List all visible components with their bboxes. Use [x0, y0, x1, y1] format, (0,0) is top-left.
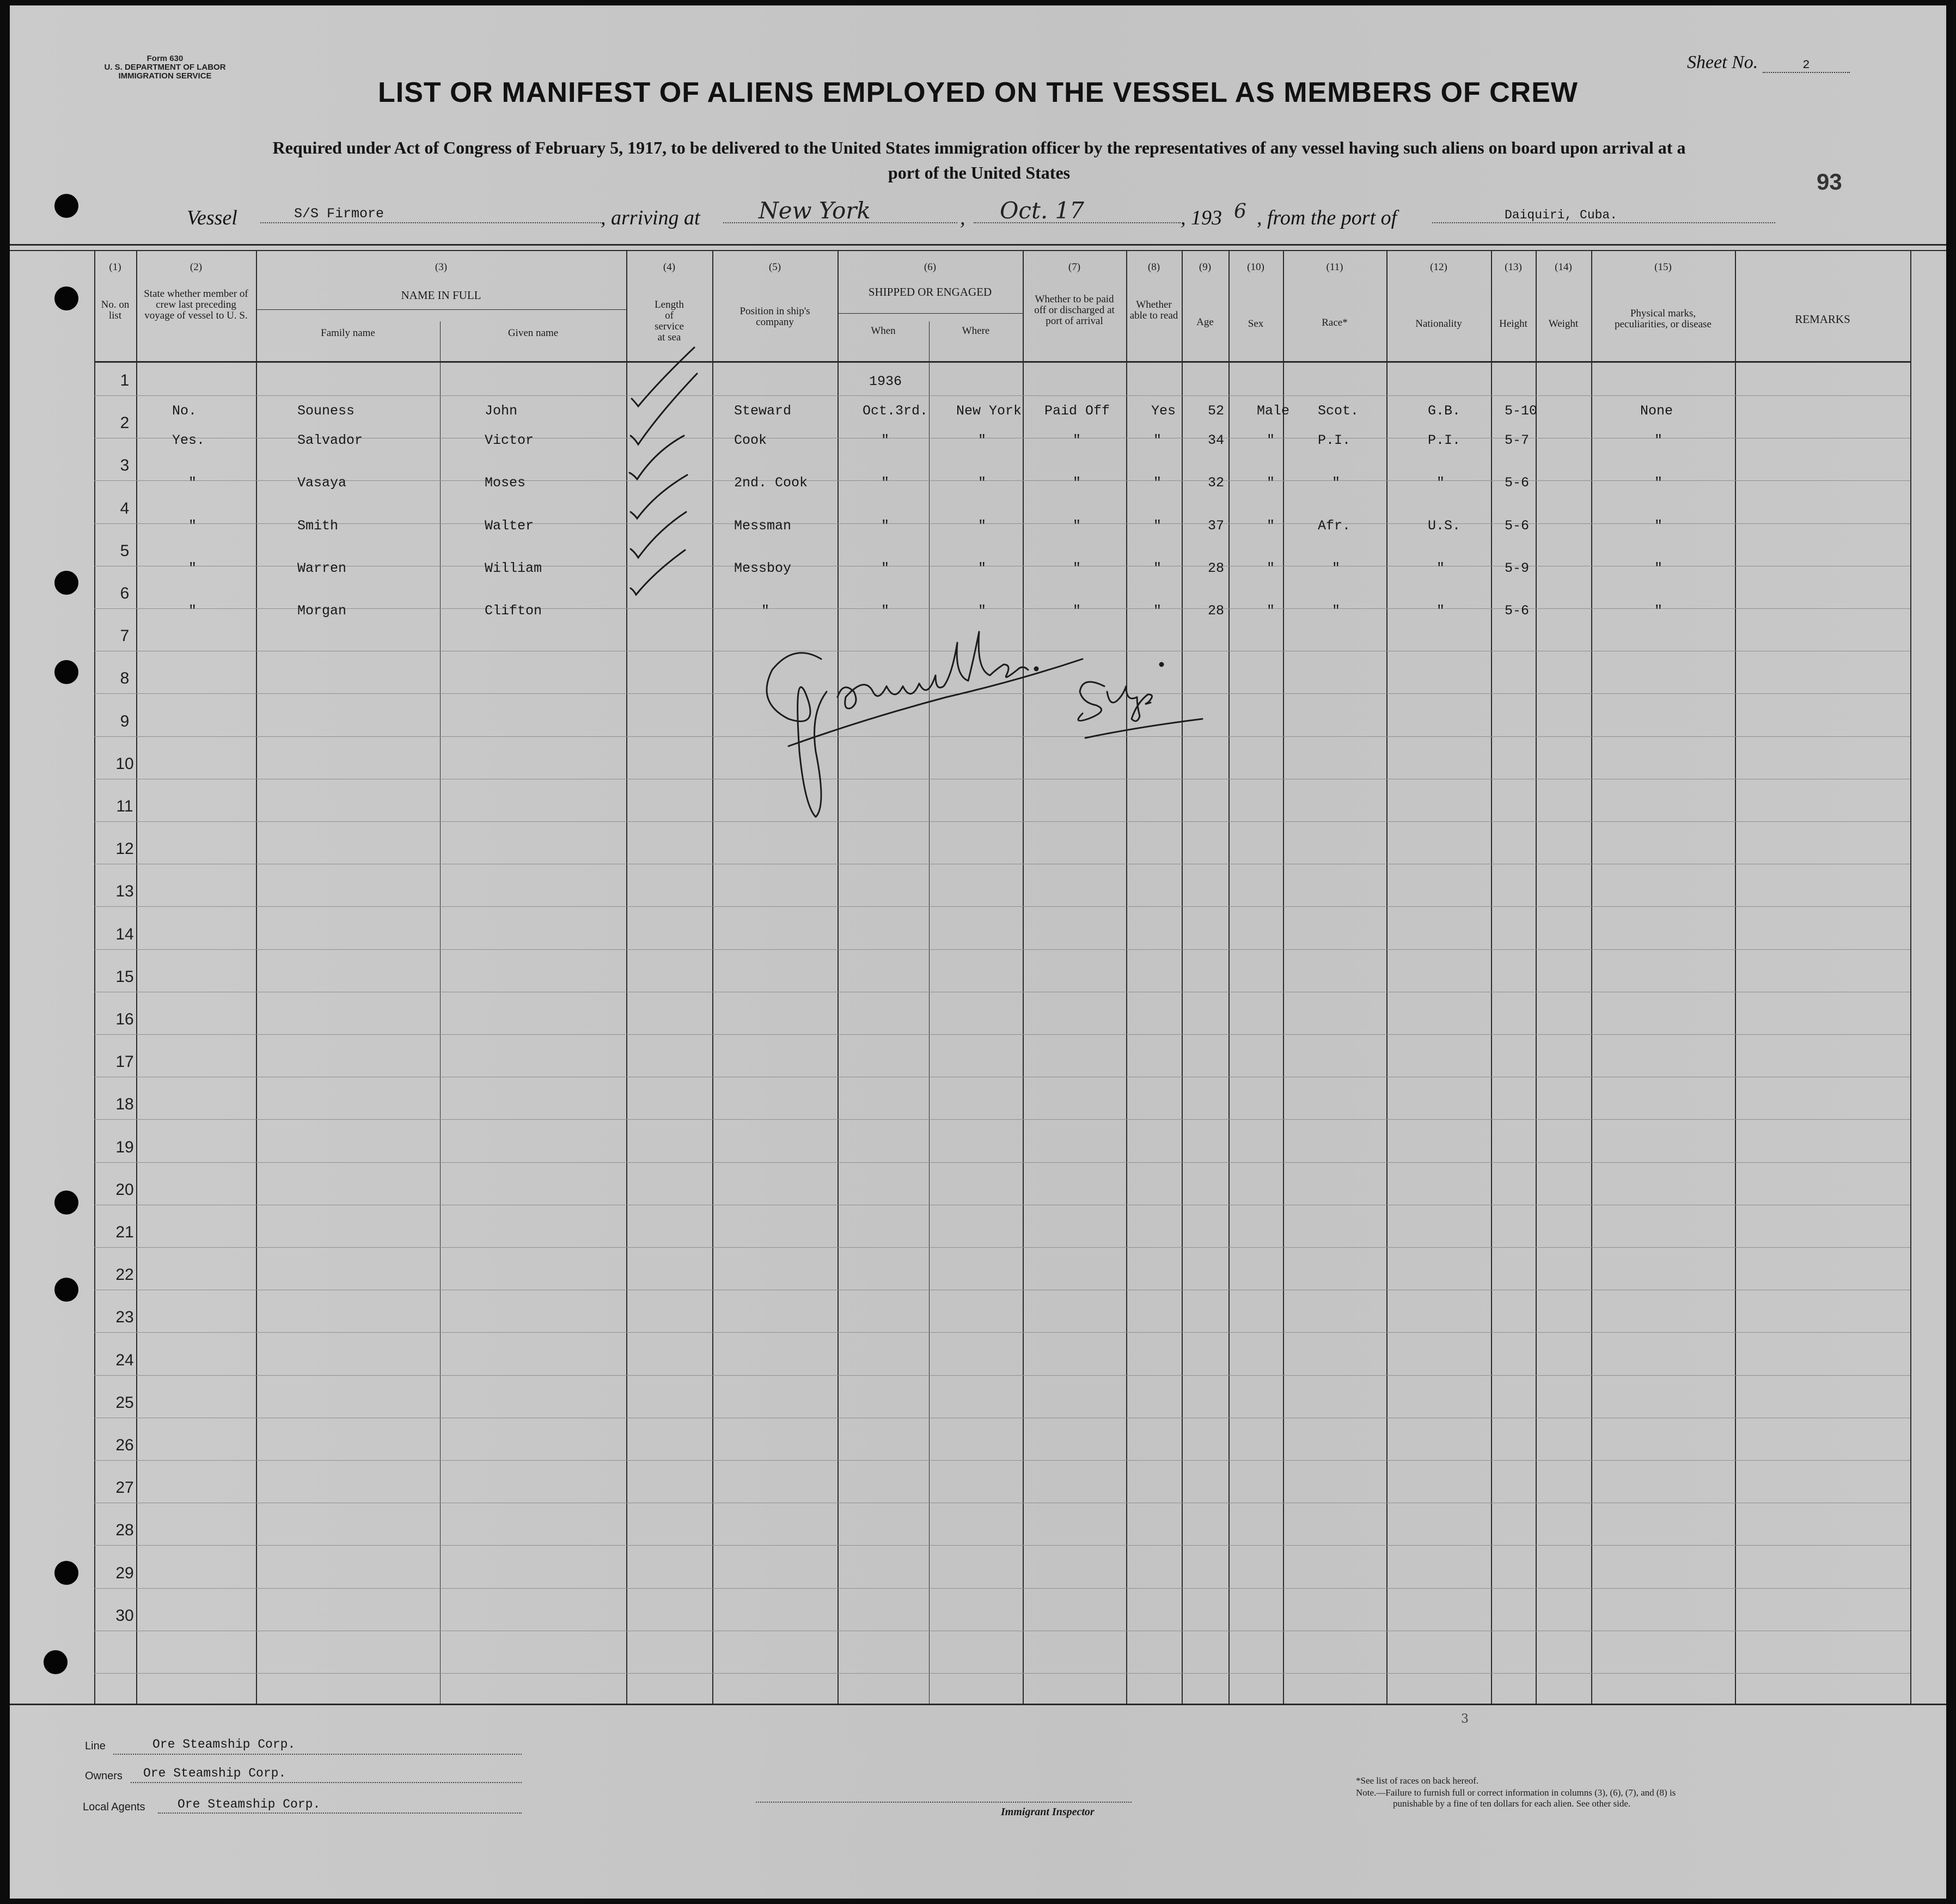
cell-read: " [1153, 560, 1162, 576]
cell-nationality: U.S. [1428, 518, 1461, 534]
row-number: 8 [120, 669, 130, 687]
row-number: 15 [115, 968, 134, 986]
row-number: 30 [115, 1607, 134, 1625]
cell-marks: " [1654, 475, 1663, 491]
cell-paid-off: " [1073, 475, 1081, 491]
row-number: 28 [115, 1521, 134, 1539]
cell-family: Warren [297, 560, 347, 576]
cell-marks: " [1654, 518, 1663, 534]
agents-value: Ore Steamship Corp. [178, 1797, 321, 1811]
from-port-label: , from the port of [1257, 206, 1397, 229]
sheet-label: Sheet No. [1687, 52, 1758, 72]
page-stamp-number: 93 [1817, 169, 1842, 194]
col-line [94, 250, 95, 1704]
col-14-number: (14) [1555, 261, 1572, 273]
cell-height: 5-9 [1505, 560, 1530, 576]
page-subtitle [75, 135, 1883, 185]
sheet-number [1687, 52, 1850, 73]
cell-where: " [978, 432, 987, 448]
col-12-label: Nationality [1415, 318, 1462, 329]
col-14-label: Weight [1548, 318, 1579, 329]
col-13-number: (13) [1505, 261, 1522, 273]
row-number: 16 [115, 1010, 134, 1028]
inspector-fill [756, 1802, 1132, 1803]
sheet-value: 2 [1763, 58, 1850, 73]
cell-prior: " [188, 475, 197, 491]
cell-race: Scot. [1318, 403, 1359, 419]
arriving-label: , arriving at [601, 206, 700, 229]
col-line [1228, 250, 1230, 1704]
col-2-number: (2) [190, 261, 203, 273]
checkmark-icon [631, 512, 686, 558]
row-number: 17 [115, 1053, 134, 1071]
row-number: 1 [120, 371, 130, 389]
col-10-label: Sex [1248, 318, 1264, 329]
row-number: 22 [115, 1266, 134, 1284]
signature-john-wallace [756, 610, 1219, 839]
agents-label: Local Agents [83, 1801, 145, 1813]
year-prefix: , 193 [1181, 206, 1222, 229]
col-line [1126, 250, 1127, 1704]
cell-prior: " [188, 603, 197, 619]
binder-hole [54, 194, 78, 218]
cell-when: " [881, 475, 890, 491]
cell-age: 34 [1208, 432, 1225, 448]
col-4-label: Length of service at sea [655, 299, 684, 343]
line-label: Line [85, 1740, 106, 1752]
row-number: 29 [115, 1564, 134, 1582]
cell-position: 2nd. Cook [734, 475, 808, 491]
col-3-given-label: Given name [508, 327, 559, 339]
margin-pencil-mark: 3 [1461, 1712, 1469, 1726]
row-rule [94, 608, 1910, 609]
cell-nationality: P.I. [1428, 432, 1461, 448]
cell-where: " [978, 603, 987, 619]
vessel-name: S/S Firmore [294, 206, 384, 222]
cell-race: " [1332, 475, 1341, 491]
cell-height: 5-6 [1505, 475, 1530, 491]
col-15-number: (15) [1654, 261, 1672, 273]
row-rule [94, 949, 1910, 950]
row-number: 23 [115, 1308, 134, 1326]
cell-given: John [485, 403, 518, 419]
fine-note-line-1: Note.—Failure to furnish full or correct information in columns (3), (6), (7), and (8) is [1356, 1787, 1676, 1798]
cell-prior: Yes. [172, 432, 205, 448]
cell-position: Steward [734, 403, 792, 419]
col-line [1735, 250, 1736, 1704]
manifest-page [10, 5, 1946, 1899]
from-port: Daiquiri, Cuba. [1505, 208, 1618, 222]
row-rule [94, 1247, 1910, 1248]
cell-family: Souness [297, 403, 355, 419]
cell-race: " [1332, 560, 1341, 576]
cell-race: " [1332, 603, 1341, 619]
col-6-where-label: Where [962, 325, 990, 337]
col-2-label: State whether member of crew last preceding voyage of vessel to U. S. [144, 288, 248, 321]
row-number: 12 [115, 840, 134, 858]
table-bottom-border [10, 1704, 1946, 1705]
cell-read: " [1153, 475, 1162, 491]
cell-height: 5-6 [1505, 603, 1530, 619]
col-11-number: (11) [1326, 261, 1343, 273]
cell-position: Messman [734, 518, 792, 534]
cell-given: Moses [485, 475, 526, 491]
cell-nationality: " [1437, 560, 1445, 576]
row-number: 5 [120, 542, 130, 560]
shipped-subheader-rule [838, 313, 1023, 314]
row-number: 10 [115, 755, 134, 773]
cell-sex: " [1267, 432, 1275, 448]
cell-marks: " [1654, 560, 1663, 576]
col-line [440, 321, 441, 1704]
row-number: 18 [115, 1095, 134, 1113]
cell-given: William [485, 560, 542, 576]
col-5-label: Position in ship's company [739, 306, 810, 328]
cell-nationality: G.B. [1428, 403, 1461, 419]
col-line [929, 321, 930, 1704]
col-line [1491, 250, 1492, 1704]
cell-family: Smith [297, 518, 339, 534]
col-line [1182, 250, 1183, 1704]
arriving-port: New York [759, 197, 871, 224]
row-number: 3 [120, 456, 130, 474]
col-1-number: (1) [109, 261, 121, 273]
owners-fill [131, 1782, 522, 1783]
table-top-border [10, 244, 1946, 246]
cell-paid-off: Paid Off [1044, 403, 1110, 419]
cell-nationality: " [1437, 475, 1445, 491]
cell-where: " [978, 475, 987, 491]
cell-read: " [1153, 518, 1162, 534]
col-7-label: Whether to be paid off or discharged at port of arrival [1034, 294, 1115, 327]
row-number: 2 [120, 414, 130, 432]
checkmark-icon [631, 374, 697, 444]
col-line [1591, 250, 1592, 1704]
row-rule [94, 906, 1910, 907]
col-line [1386, 250, 1387, 1704]
cell-nationality: " [1437, 603, 1445, 619]
row-number: 21 [115, 1223, 134, 1241]
col-11-label: Race* [1322, 317, 1348, 328]
col-12-number: (12) [1430, 261, 1447, 273]
row-rule [94, 1588, 1910, 1589]
cell-prior: " [188, 560, 197, 576]
row-rule [94, 1545, 1910, 1546]
row-number: 11 [116, 797, 133, 815]
col-line [1910, 250, 1911, 1704]
col-6-when-label: When [871, 325, 896, 337]
col-8-label: Whether able to read [1129, 299, 1178, 321]
row-rule [94, 1162, 1910, 1163]
year-suffix: 6 [1234, 200, 1246, 223]
owners-value: Ore Steamship Corp. [143, 1766, 286, 1780]
cell-position: " [761, 603, 770, 619]
cell-height: 5-10 [1505, 403, 1538, 419]
cell-when: " [881, 560, 890, 576]
row-rule [94, 1119, 1910, 1120]
cell-age: 28 [1208, 603, 1225, 619]
cell-age: 52 [1208, 403, 1225, 419]
checkmark-icon [632, 347, 694, 406]
cell-given: Clifton [485, 603, 542, 619]
form-service: IMMIGRATION SERVICE [118, 71, 212, 81]
col-line [712, 250, 713, 1704]
col-7-number: (7) [1068, 261, 1081, 273]
cell-where: " [978, 560, 987, 576]
col-3-family-label: Family name [321, 327, 375, 339]
shipped-year: 1936 [869, 374, 902, 389]
row-number: 19 [115, 1138, 134, 1156]
row-rule [94, 1375, 1910, 1376]
from-port-fill-line [1432, 222, 1775, 223]
row-number: 26 [115, 1436, 134, 1454]
cell-position: Cook [734, 432, 767, 448]
binder-hole [44, 1650, 68, 1674]
cell-paid-off: " [1073, 603, 1081, 619]
col-5-number: (5) [768, 261, 781, 273]
line-fill [113, 1754, 522, 1755]
cell-family: Salvador [297, 432, 363, 448]
cell-read: " [1153, 603, 1162, 619]
row-number: 13 [115, 882, 134, 900]
vessel-fill-line [260, 222, 603, 223]
cell-when: " [881, 432, 890, 448]
cell-where: " [978, 518, 987, 534]
cell-age: 37 [1208, 518, 1225, 534]
cell-sex: " [1267, 603, 1275, 619]
cell-paid-off: " [1073, 560, 1081, 576]
cell-marks: None [1640, 403, 1673, 419]
cell-marks: " [1654, 603, 1663, 619]
col-6-label: SHIPPED OR ENGAGED [868, 285, 992, 298]
col-4-number: (4) [663, 261, 676, 273]
cell-race: P.I. [1318, 432, 1351, 448]
row-rule [94, 395, 1910, 396]
cell-family: Morgan [297, 603, 347, 619]
subtitle-line-1: Required under Act of Congress of February 5, 1917, to be delivered to the United States immigration officer by the representatives of any vessel having such aliens on board upon arrival at a [272, 138, 1686, 157]
name-subheader-rule [256, 309, 626, 310]
col-13-label: Height [1499, 318, 1527, 329]
cell-paid-off: " [1073, 432, 1081, 448]
col-3-label: NAME IN FULL [401, 289, 481, 302]
col-line [838, 250, 839, 1704]
cell-read: Yes [1151, 403, 1176, 419]
cell-prior: No. [172, 403, 197, 419]
form-number: Form 630 [146, 54, 184, 63]
agents-fill [158, 1813, 522, 1814]
row-rule [94, 523, 1910, 524]
cell-when: " [881, 603, 890, 619]
col-8-number: (8) [1147, 261, 1160, 273]
cell-given: Victor [485, 432, 534, 448]
subtitle-line-2: port of the United States [888, 163, 1071, 182]
cell-sex: Male [1257, 403, 1290, 419]
binder-hole [54, 1561, 78, 1585]
row-number: 14 [115, 925, 134, 943]
cell-read: " [1153, 432, 1162, 448]
cell-sex: " [1267, 475, 1275, 491]
col-9-label: Age [1196, 316, 1214, 328]
cell-height: 5-6 [1505, 518, 1530, 534]
col-line [256, 250, 257, 1704]
page-title: LIST OR MANIFEST OF ALIENS EMPLOYED ON THE VESSEL AS MEMBERS OF CREW [378, 77, 1578, 108]
col-line [1536, 250, 1537, 1704]
table-header-bottom [94, 361, 1910, 363]
cell-marks: " [1654, 432, 1663, 448]
cell-where: New York [956, 403, 1022, 419]
form-department: U. S. DEPARTMENT OF LABOR [104, 63, 226, 72]
row-number: 7 [120, 627, 130, 645]
row-number: 20 [115, 1181, 134, 1199]
vessel-label: Vessel [187, 206, 237, 229]
row-rule [94, 1034, 1910, 1035]
binder-hole [54, 571, 78, 595]
arrival-date: Oct. 17 [1000, 197, 1084, 224]
row-number: 6 [120, 584, 130, 602]
line-value: Ore Steamship Corp. [152, 1737, 296, 1752]
col-line [1283, 250, 1284, 1704]
col-3-number: (3) [435, 261, 448, 273]
col-line [1023, 250, 1024, 1704]
col-1-label: No. on list [101, 299, 130, 321]
row-number: 25 [115, 1394, 134, 1412]
col-6-number: (6) [924, 261, 937, 273]
col-10-number: (10) [1247, 261, 1264, 273]
row-number: 4 [120, 499, 130, 517]
col-15-label: Physical marks, peculiarities, or disease [1615, 308, 1712, 330]
cell-race: Afr. [1318, 518, 1351, 534]
date-separator: , [960, 206, 965, 229]
row-rule [94, 1332, 1910, 1333]
owners-label: Owners [85, 1770, 123, 1782]
cell-prior: " [188, 518, 197, 534]
cell-position: Messboy [734, 560, 792, 576]
col-9-number: (9) [1199, 261, 1212, 273]
binder-hole [54, 660, 78, 684]
cell-age: 32 [1208, 475, 1225, 491]
races-note: *See list of races on back hereof. [1356, 1775, 1479, 1786]
cell-sex: " [1267, 560, 1275, 576]
row-number: 27 [115, 1479, 134, 1497]
cell-height: 5-7 [1505, 432, 1530, 448]
row-number: 9 [120, 712, 130, 730]
cell-when: Oct.3rd. [863, 403, 928, 419]
cell-family: Vasaya [297, 475, 347, 491]
cell-when: " [881, 518, 890, 534]
inspector-label: Immigrant Inspector [1001, 1806, 1095, 1818]
row-rule [94, 1460, 1910, 1461]
binder-hole [54, 1278, 78, 1302]
binder-hole [54, 1191, 78, 1215]
cell-age: 28 [1208, 560, 1225, 576]
row-rule [94, 480, 1910, 481]
binder-hole [54, 286, 78, 310]
cell-paid-off: " [1073, 518, 1081, 534]
cell-given: Walter [485, 518, 534, 534]
checkmark-icon [631, 475, 687, 518]
table-top-border-inner [10, 250, 1946, 251]
row-number: 24 [115, 1351, 134, 1369]
fine-note-line-2: punishable by a fine of ten dollars for each alien. See other side. [1393, 1798, 1631, 1809]
service-checkmarks [626, 332, 712, 626]
remarks-label: REMARKS [1795, 313, 1850, 326]
cell-sex: " [1267, 518, 1275, 534]
row-rule [94, 1673, 1910, 1674]
